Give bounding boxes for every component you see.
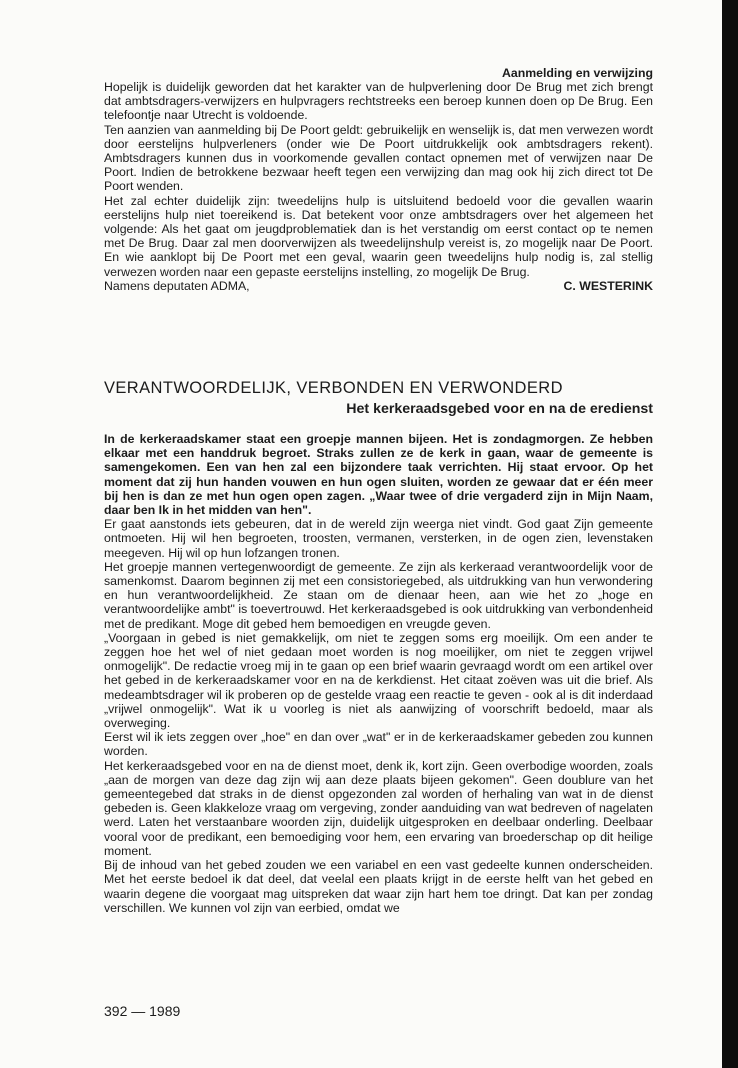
paragraph: Het zal echter duidelijk zijn: tweedelijns hulp is uitsluitend bedoeld voor die gevallen waarin eerstelijns hulp niet toereikend is. Dat betekent voor onze ambtsdragers over het algemeen het volgende: Als het gaat om jeugdproblematiek dan is het verstandig om eerst contact op te nemen met De Brug. Daar zal men doorverwijzen als tweedelijnshulp vereist is, zo mogelijk naar De Poort. En wie aanklopt bij De Poort met een geval, waarin geen tweedelijns hulp nodig is, zal stellig verwezen worden naar een gepaste eerstelijns instelling, zo mogelijk De Brug.: [104, 193, 653, 279]
section-heading: Aanmelding en verwijzing: [501, 66, 653, 80]
paragraph: Bij de inhoud van het gebed zouden we een variabel en een vast gedeelte kunnen onderscheiden. Met het eerste bedoel ik dat deel, dat veelal een plaats krijgt in de eerste helft van het gebed en waarin degene die voorgaat mag uitspreken dat waar zijn hart hem toe dringt. Dat kan per zondag verschillen. We kunnen vol zijn van eerbied, omdat we: [104, 858, 653, 915]
scan-border: [722, 0, 738, 1068]
signoff-text: Namens deputaten ADMA,: [104, 278, 250, 293]
paragraph: Het kerkeraadsgebed voor en na de dienst moet, denk ik, kort zijn. Geen overbodige woorden, zoals „aan de morgen van deze dag zijn wij aan deze plaats bijeen gekomen". Geen doublure van het gemeentegebed dat straks in de dienst opgezonden zal worden of herhaling van wat in de dienst gebeden is. Geen klakkeloze vraag om vergeving, zonder aanduiding van wat bedreven of nagelaten werd. Laten het verstaanbare woorden zijn, duidelijk uitgesproken en deelbaar onderling. Deelbaar vooral voor de predikant, een bemoediging voor hem, een ervaring van broederschap op dit heilige moment.: [104, 758, 653, 858]
article-title: VERANTWOORDELIJK, VERBONDEN EN VERWONDERD: [104, 379, 563, 397]
section-aanmelding: [104, 66, 653, 293]
paragraph: „Voorgaan in gebed is niet gemakkelijk, om niet te zeggen soms erg moeilijk. Om een ander te zeggen hoe het wel of niet gedaan moet worden is nog moeilijker, om niet te zeggen vrijwel onmogelijk". De redactie vroeg mij in te gaan op een brief waarin gevraagd wordt om een artikel over het gebed in de kerkeraadskamer voor en na de kerkdienst. Het citaat zoëven was uit die brief. Als medeambtsdrager wil ik proberen op de gestelde vraag een reactie te geven - ook al is dit inderdaad „vrijwel onmogelijk". Wat ik u voorleg is niet als aanwijzing of voorschrift bedoeld, maar als overweging.: [104, 630, 653, 731]
page-footer: 392 — 1989: [104, 1003, 181, 1019]
paragraph: Ten aanzien van aanmelding bij De Poort geldt: gebruikelijk en wenselijk is, dat men verwezen wordt door eerstelijns hulpverleners (onder wie De Poort uitdrukkelijk ook ambtsdragers rekent). Ambtsdragers kunnen dus in voorkomende gevallen contact opnemen met of verwijzen naar De Poort. Indien de betrokkene bezwaar heeft tegen een verwijzing dan mag ook hij zich direct tot De Poort wenden.: [104, 122, 653, 194]
paragraph: Er gaat aanstonds iets gebeuren, dat in de wereld zijn weerga niet vindt. God gaat Zijn gemeente ontmoeten. Hij wil hen begroeten, troosten, vermanen, versterken, in de ogen zien, levenstaken meegeven. Hij wil op hun lofzangen tronen.: [104, 517, 653, 560]
paragraph: Hopelijk is duidelijk geworden dat het karakter van de hulpverlening door De Brug met zich brengt dat ambtsdragers-verwijzers en hulpvragers rechtstreeks een beroep kunnen doen op De Brug. Een telefoontje naar Utrecht is voldoende.: [104, 80, 653, 123]
article-subtitle: Het kerkeraadsgebed voor en na de eredienst: [346, 401, 653, 417]
lead-paragraph: In de kerkeraadskamer staat een groepje mannen bijeen. Het is zondagmorgen. Ze hebben elkaar met een handdruk begroet. Straks zullen ze de kerk in gaan, waar de gemeente is samengekomen. Een van hen zal een bijzondere taak verrichten. Hij staat ervoor. Op het moment dat zij hun handen vouwen en hun ogen sluiten, worden ze gewaar dat er één meer bij hen is dan ze met hun ogen open zagen. „Waar twee of drie vergaderd zijn in Mijn Naam, daar ben Ik in het midden van hen".: [104, 432, 653, 518]
article-body: [104, 432, 653, 915]
paragraph: Eerst wil ik iets zeggen over „hoe" en dan over „wat" er in de kerkeraadskamer gebeden zou kunnen worden.: [104, 730, 653, 759]
signature-line: [104, 279, 653, 293]
author-name: C. WESTERINK: [563, 278, 653, 293]
paragraph: Het groepje mannen vertegenwoordigt de gemeente. Ze zijn als kerkeraad verantwoordelijk voor de samenkomst. Daarom beginnen zij met een consistoriegebed, als uitdrukking van hun verwondering en hun verantwoordelijkheid. Ze staan om de dienaar heen, aan wie het zo „hoge en verantwoordelijke ambt" is toevertrouwd. Het kerkeraadsgebed is ook uitdrukking van verbondenheid met de predikant. Moge dit gebed hem bemoedigen en vreugde geven.: [104, 559, 653, 631]
